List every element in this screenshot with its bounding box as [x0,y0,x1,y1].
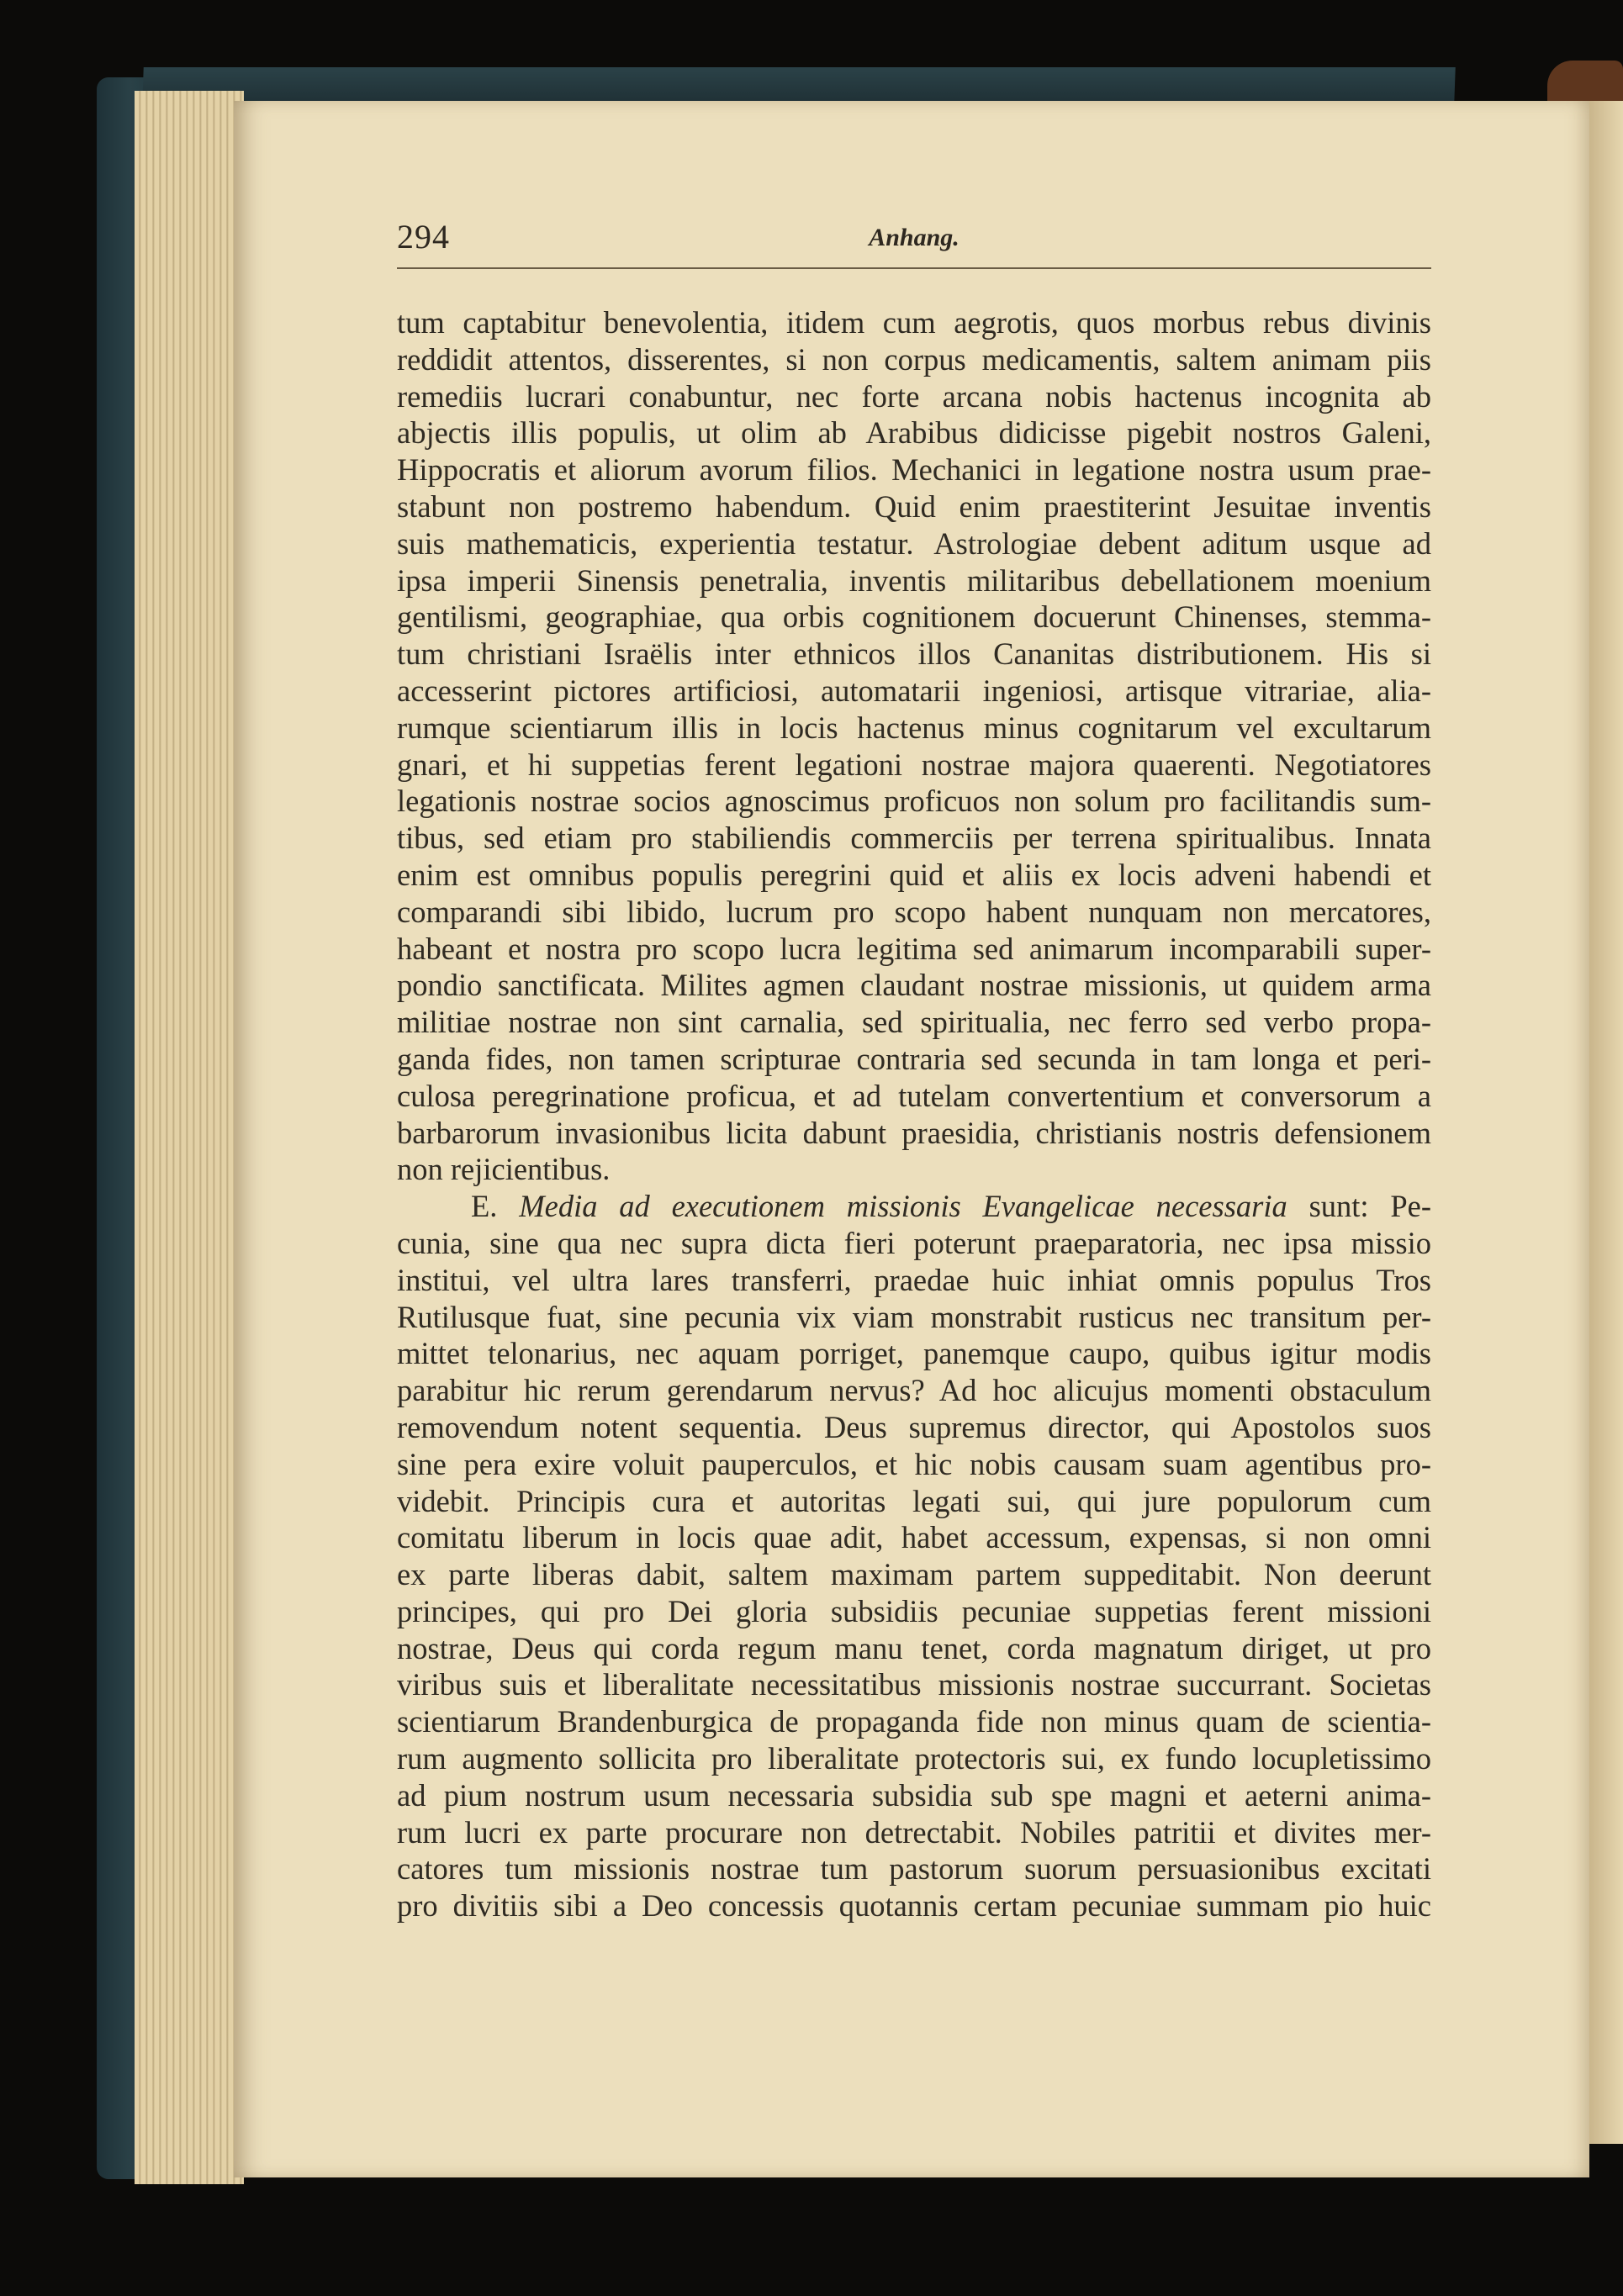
text-line: principes, qui pro Dei gloria subsidiis pecuniae suppetias ferent missioni [397,1593,1431,1628]
section-e-letter: E. [471,1189,498,1224]
text-line: cunia, sine qua nec supra dicta fieri poterunt praeparatoria, nec ipsa missio [397,1225,1431,1260]
text-line: legationis nostrae socios agnoscimus proficuos non solum pro facilitandis sum- [397,784,1431,819]
text-line: tibus, sed etiam pro stabiliendis commerciis per terrena spiritualibus. Innata [397,821,1431,856]
text-line: nostrae, Deus qui corda regum manu tenet, corda magnatum diriget, ut pro [397,1630,1431,1665]
text-line: ipsa imperii Sinensis penetralia, inventis militaribus debellationem moenium [397,562,1431,598]
text-line: scientiarum Brandenburgica de propaganda fide non minus quam de scientia- [397,1704,1431,1739]
text-line: rumque scientiarum illis in locis hactenus minus cognitarum vel excultarum [397,710,1431,745]
text-line: enim est omnibus populis peregrini quid et aliis ex locis adveni habendi et [397,857,1431,892]
cover-corner [1547,61,1623,103]
text-line: pondio sanctificata. Milites agmen claudant nostrae missionis, ut quidem arma [397,968,1431,1003]
text-line: parabitur hic rerum gerendarum nervus? Ad hoc alicujus momenti obstaculum [397,1373,1431,1408]
text-line: pro divitiis sibi a Deo concessis quotannis certam pecuniae summam pio huic [397,1888,1431,1924]
text-line: gnari, et hi suppetias ferent legationi nostrae majora quaerenti. Negotiatores [397,747,1431,782]
text-line: institui, vel ultra lares transferri, praedae huic inhiat omnis populus Tros [397,1262,1431,1297]
text-line: reddidit attentos, disserentes, si non corpus medicamentis, saltem animam piis [397,341,1431,377]
text-line: tum captabitur benevolentia, itidem cum aegrotis, quos morbus rebus divinis [397,305,1431,340]
text-line: ex parte liberas dabit, saltem maximam partem suppeditabit. Non deerunt [397,1557,1431,1592]
text-line: viribus suis et liberalitate necessitatibus missionis nostrae succurrant. Societas [397,1667,1431,1702]
text-line: Hippocratis et aliorum avorum filios. Mechanici in legatione nostra usum prae- [397,452,1431,488]
text-line: habeant et nostra pro scopo lucra legitima sed animarum incomparabili super- [397,931,1431,966]
text-line: remediis lucrari conabuntur, nec forte arcana nobis hactenus incognita ab [397,378,1431,414]
text-line: stabunt non postremo habendum. Quid enim praestiterint Jesuitae inventis [397,488,1431,524]
book-cover-top [142,67,1456,104]
text-line: tum christiani Israëlis inter ethnicos illos Cananitas distributionem. His si [397,636,1431,672]
section-e-title: Media ad executionem missionis Evangelicae necessaria [519,1189,1287,1224]
text-line: Rutilusque fuat, sine pecunia vix viam monstrabit rusticus nec transitum per- [397,1299,1431,1334]
text-line: non rejicientibus. [397,1152,611,1187]
page-number: 294 [397,218,450,256]
facing-page-edge [1588,101,1623,2144]
section-e-rest: sunt: Pe- [1308,1189,1431,1224]
text-line: culosa peregrinatione proficua, et ad tutelam convertentium et conversorum a [397,1078,1431,1113]
running-head: Anhang. [869,224,960,251]
text-line: militiae nostrae non sint carnalia, sed spiritualia, nec ferro sed verbo propa- [397,1005,1431,1040]
text-line: abjectis illis populis, ut olim ab Arabibus didicisse pigebit nostros Galeni, [397,415,1431,451]
page-header [397,217,1431,269]
text-line: rum augmento sollicita pro liberalitate protectoris sui, ex fundo locupletissimo [397,1741,1431,1776]
text-line: accesserint pictores artificiosi, automatarii ingeniosi, artisque vitrariae, alia- [397,673,1431,708]
text-line: gentilismi, geographiae, qua orbis cognitionem docuerunt Chinenses, stemma- [397,599,1431,635]
page-edges [135,91,244,2184]
text-line: rum lucri ex parte procurare non detrectabit. Nobiles patritii et divites mer- [397,1814,1431,1850]
text-line: sine pera exire voluit pauperculos, et hic nobis causam suam agentibus pro- [397,1446,1431,1481]
text-line: barbarorum invasionibus licita dabunt praesidia, christianis nostris defensionem [397,1115,1431,1150]
text-line: videbit. Principis cura et autoritas legati sui, qui jure populorum cum [397,1483,1431,1518]
section-e-heading-line [397,1188,1431,1225]
body-text [397,304,1431,1924]
text-line: comitatu liberum in locis quae adit, habet accessum, expensas, si non omni [397,1520,1431,1555]
text-line: suis mathematicis, experientia testatur. Astrologiae debent aditum usque ad [397,525,1431,561]
text-line: removendum notent sequentia. Deus supremus director, qui Apostolos suos [397,1409,1431,1444]
text-line: mittet telonarius, nec aquam porriget, panemque caupo, quibus igitur modis [397,1336,1431,1371]
text-line: ad pium nostrum usum necessaria subsidia sub spe magni et aeterni anima- [397,1777,1431,1813]
text-line: ganda fides, non tamen scripturae contraria sed secunda in tam longa et peri- [397,1041,1431,1076]
text-line: comparandi sibi libido, lucrum pro scopo habent nunquam non mercatores, [397,894,1431,929]
text-line: catores tum missionis nostrae tum pastorum suorum persuasionibus excitati [397,1851,1431,1887]
